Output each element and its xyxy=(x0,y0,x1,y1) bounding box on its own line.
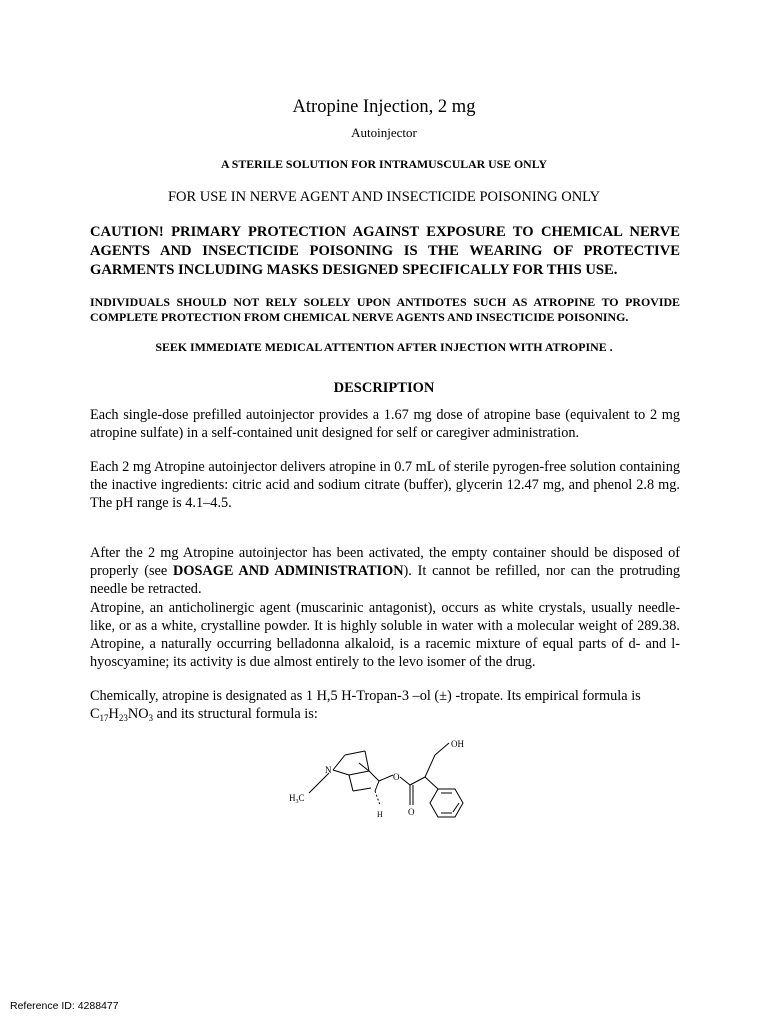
description-heading: DESCRIPTION xyxy=(333,380,435,396)
description-paragraph-1: Each single-dose prefilled autoinjector provides a 1.67 mg dose of atropine base (equivalent to 2 mg atropine sulfate) in a self-contained unit designed for self or caregiver administration. xyxy=(90,407,680,441)
reference-id: Reference ID: 4288477 xyxy=(10,1000,119,1012)
structural-formula-intro: and its structural formula is: xyxy=(153,706,318,722)
description-paragraph-2: Each 2 mg Atropine autoinjector delivers atropine in 0.7 mL of sterile pyrogen-free solution containing the inactive ingredients: citric acid and sodium citrate (buffer), glycerin 12.47 mg, and phenol 2.8 mg. The pH range is 4.1–4.5. xyxy=(90,459,680,511)
methyl-label: $H_3C$ xyxy=(289,793,305,805)
formula-carbon-count: 17 xyxy=(99,713,109,723)
chemical-name-text: Chemically, atropine is designated as 1 H,5 H-Tropan-3 –ol (±) -tropate. Its empirical formula is xyxy=(90,688,641,704)
document-title: Atropine Injection, 2 mg xyxy=(292,97,476,117)
description-paragraph-3 xyxy=(90,544,680,598)
description-paragraph-5 xyxy=(90,687,680,723)
use-notice: FOR USE IN NERVE AGENT AND INSECTICIDE POISONING ONLY xyxy=(167,189,601,205)
structural-formula-diagram xyxy=(283,733,483,833)
paragraph-3-text-start: After the 2 mg Atropine autoinjector has been activated, the empty container should be disposed of properly (see xyxy=(90,545,680,579)
formula-carbon: C xyxy=(90,706,100,722)
hydrogen-label: H xyxy=(377,810,383,819)
nitrogen-label: N xyxy=(325,765,332,775)
dosage-administration-reference: DOSAGE AND ADMINISTRATION xyxy=(173,563,404,579)
description-paragraph-4: Atropine, an anticholinergic agent (muscarinic antagonist), occurs as white crystals, usually needle-like, or as a white, crystalline powder. It is highly soluble in water with a molecular weight of 289.38. Atropine, a naturally occurring belladonna alkaloid, is a racemic mixture of equal parts of d- and l-hyoscyamine; its activity is due almost entirely to the levo isomer of the drug. xyxy=(90,600,680,670)
medical-attention-notice: SEEK IMMEDIATE MEDICAL ATTENTION AFTER INJECTION WITH ATROPINE . xyxy=(155,340,613,354)
formula-hydrogen: H xyxy=(108,706,119,722)
caution-warning: CAUTION! PRIMARY PROTECTION AGAINST EXPOSURE TO CHEMICAL NERVE AGENTS AND INSECTICIDE POISONING IS THE WEARING OF PROTECTIVE GARMENTS INCLUDING MASKS DESIGNED SPECIFICALLY FOR THIS USE. xyxy=(90,224,680,278)
formula-oxygen-count: 3 xyxy=(148,713,154,723)
formula-hydrogen-count: 23 xyxy=(118,713,128,723)
carbonyl-oxygen-label: O xyxy=(408,807,415,817)
empirical-formula xyxy=(90,706,153,722)
sterile-notice: A STERILE SOLUTION FOR INTRAMUSCULAR USE ONLY xyxy=(220,157,547,171)
formula-nitrogen-oxygen: NO xyxy=(127,706,149,722)
document-subtitle: Autoinjector xyxy=(351,125,417,140)
ester-oxygen-label: O xyxy=(393,772,400,782)
antidote-warning: INDIVIDUALS SHOULD NOT RELY SOLELY UPON ANTIDOTES SUCH AS ATROPINE TO PROVIDE COMPLETE PROTECTION FROM CHEMICAL NERVE AGENTS AND INSECTICIDE POISONING. xyxy=(90,295,680,324)
hydroxyl-label: OH xyxy=(451,739,464,749)
paragraph-3-text-end: ). It cannot be refilled, nor can the protruding needle be retracted. xyxy=(90,563,680,597)
